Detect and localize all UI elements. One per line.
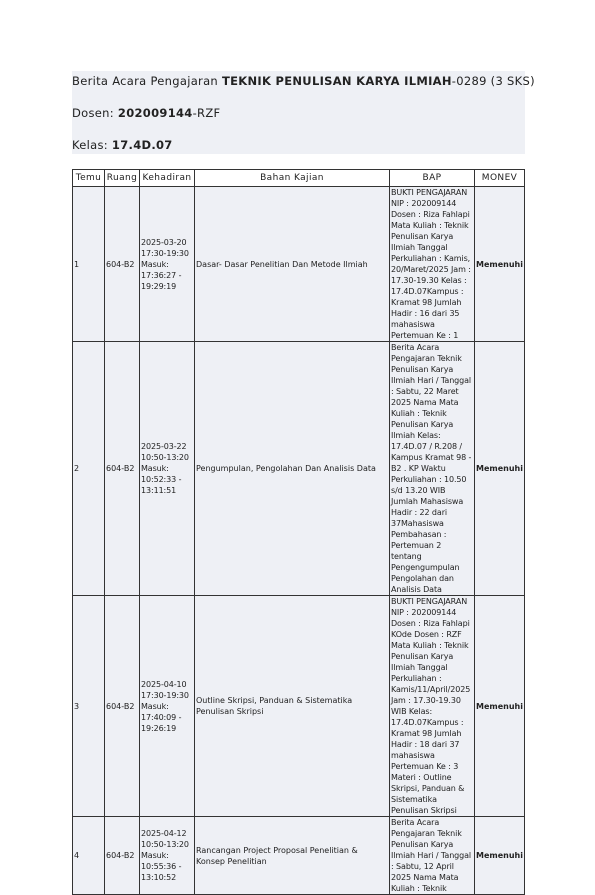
bap-text: BUKTI PENGAJARAN NIP : 202009144 Dosen : Riza Fahlapi Mata Kuliah : Teknik Penulisan Karya Ilmiah Tanggal Perkuliahan : Kamis, 20/Maret/2025 Jam : 17.30-19.30 Kelas : 17.4D.07Kampus : Kramat 98 Jumlah Hadir : 16 dari 35 mahasiswa Pertemuan Ke : 1 [391, 188, 471, 340]
cell-temu: 1 [73, 187, 105, 342]
cell-temu: 3 [73, 596, 105, 817]
cell-monev: Memenuhi [475, 187, 525, 342]
cell-temu: 4 [73, 817, 105, 895]
class-label: Kelas: [72, 138, 112, 152]
col-header-bap: BAP [390, 170, 475, 187]
kehadiran-text: 2025-03-22 10:50-13:20 Masuk: 10:52:33 - 13:11:51 [141, 442, 189, 495]
course-code: -0289 (3 SKS) [451, 74, 535, 88]
table-row [73, 817, 525, 895]
col-header-temu: Temu [73, 170, 105, 187]
cell-kehadiran [140, 817, 195, 895]
class-value: 17.4D.07 [111, 138, 173, 152]
kehadiran-text: 2025-03-20 17:30-19:30 Masuk: 17:36:27 - 19:29:19 [141, 237, 189, 291]
bahan-text: Pengumpulan, Pengolahan Dan Analisis Data [196, 464, 376, 473]
cell-bap [390, 342, 475, 596]
lecturer-label: Dosen: [72, 106, 118, 120]
cell-bahan-kajian [195, 187, 390, 342]
cell-bahan-kajian [195, 342, 390, 596]
col-header-bahan-kajian: Bahan Kajian [195, 170, 390, 187]
cell-bahan-kajian [195, 817, 390, 895]
bap-text: Berita Acara Pengajaran Teknik Penulisan Karya Ilmiah Hari / Tanggal : Sabtu, 12 April 2025 Nama Mata Kuliah : Teknik [391, 818, 472, 893]
cell-bap [390, 187, 475, 342]
bahan-text: Outline Skripsi, Panduan & Sistematika Penulisan Skripsi [196, 696, 353, 716]
table-header-row [73, 170, 525, 187]
table-row [73, 342, 525, 596]
cell-kehadiran [140, 596, 195, 817]
bahan-text: Rancangan Project Proposal Penelitian & Konsep Penelitian [196, 845, 358, 866]
kehadiran-text: 2025-04-12 10:50-13:20 Masuk: 10:55:36 - 13:10:52 [141, 829, 189, 882]
cell-monev: Memenuhi [475, 596, 525, 817]
course-name: TEKNIK PENULISAN KARYA ILMIAH [221, 74, 452, 88]
class-line [72, 138, 173, 152]
cell-ruang: 604-B2 [105, 817, 140, 895]
kehadiran-text: 2025-04-10 17:30-19:30 Masuk: 17:40:09 - 19:26:19 [141, 679, 189, 733]
cell-ruang: 604-B2 [105, 187, 140, 342]
bap-text: BUKTI PENGAJARAN NIP : 202009144 Dosen : Riza Fahlapi KOde Dosen : RZF Mata Kuliah : Teknik Penulisan Karya Ilmiah Tanggal Perkuliahan : Kamis/11/April/2025 Jam : 17.30-19.30 WIB Kelas: 17.4D.07Kampus : Kramat 98 Jumlah Hadir : 18 dari 37 mahasiswa Pertemuan Ke : 3 Materi : Outline Skripsi, Panduan & Sistematika Penulisan Skripsi [391, 597, 471, 815]
lecturer-code: -RZF [192, 106, 221, 120]
cell-kehadiran [140, 187, 195, 342]
attendance-table [72, 169, 525, 895]
lecturer-line [72, 106, 220, 120]
cell-ruang: 604-B2 [105, 596, 140, 817]
cell-bahan-kajian [195, 596, 390, 817]
bap-text: Berita Acara Pengajaran Teknik Penulisan Karya Ilmiah Hari / Tanggal : Sabtu, 22 Maret 2025 Nama Mata Kuliah : Teknik Penulisan Karya Ilmiah Kelas: 17.4D.07 / R.208 / Kampus Kramat 98 - B2 . KP Waktu Perkuliahan : 10.50 s/d 13.20 WIB Jumlah Mahasiswa Hadir : 22 dari 37Mahasiswa Pembahasan : Pertemuan 2 tentang Pengengumpulan Pengolahan dan Analisis Data [391, 343, 472, 594]
col-header-kehadiran: Kehadiran [140, 170, 195, 187]
cell-bap [390, 596, 475, 817]
cell-temu: 2 [73, 342, 105, 596]
col-header-monev: MONEV [475, 170, 525, 187]
table-row [73, 187, 525, 342]
bahan-text: Dasar- Dasar Penelitian Dan Metode Ilmiah [196, 259, 368, 269]
cell-monev: Memenuhi [475, 342, 525, 596]
title-prefix: Berita Acara Pengajaran [72, 74, 222, 88]
col-header-ruang: Ruang [105, 170, 140, 187]
course-title-line [72, 74, 535, 88]
cell-monev: Memenuhi [475, 817, 525, 895]
cell-ruang: 604-B2 [105, 342, 140, 596]
cell-kehadiran [140, 342, 195, 596]
cell-bap [390, 817, 475, 895]
header-box [72, 71, 535, 154]
table-row [73, 596, 525, 817]
lecturer-id: 202009144 [117, 106, 193, 120]
